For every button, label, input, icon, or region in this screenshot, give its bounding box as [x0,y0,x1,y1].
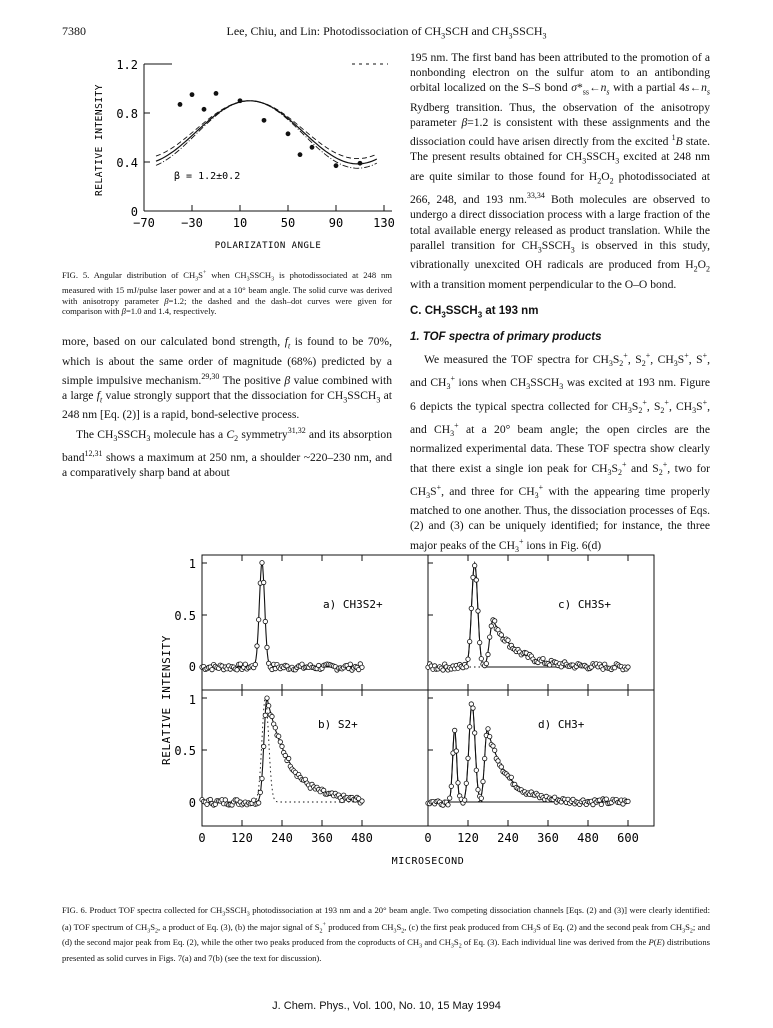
fig6-panel-b-data-point [263,713,267,717]
fig6-panel-d-data-point [486,727,490,731]
fig6-ytick-top-0: 0 [188,660,196,674]
left-column-text [62,334,392,480]
fig6-panel-b-data-point [277,734,281,738]
fig6-panel-a-data-point [257,618,261,622]
fig6-panel-d-data-point [474,768,478,772]
fig6-panel-a-label: a) CH3S2+ [323,598,383,611]
fig6-panel-a-data-point [262,580,266,584]
fig6-ytick-bot-0: 0 [188,796,196,810]
fig5-data-point [286,131,291,136]
fig6-panel-d-data-point [463,798,467,802]
fig5-ytick-3: 0.4 [116,156,138,170]
fig5-data-point [358,161,363,166]
fig6-panel-d-data-point [466,756,470,760]
fig6-panel-c-data-point [488,635,492,639]
fig6-panel-b-data-point [265,696,269,700]
fig5-xlabel: POLARIZATION ANGLE [214,241,322,251]
fig6-panel-b-label: b) S2+ [318,718,358,731]
fig6-xtick-l5: 480 [351,831,373,845]
section-heading: C. $CH_3SSCH_3$ at 193 nm [410,305,539,320]
fig6-caption: FIG. 6. Product TOF spectra collected for $CH_3SSCH_3$ photodissociation at 193 nm and a 20° beam angle. Two competing dissociation channels [Eqs. (2) and (3)] were clearly identified: (a) TOF spectrum of $CH_3S_2$, a product of Eq. (3), (b) the major signal of $S_2^+$ produced from $CH_3S_2$, (c) the first peak produced from $CH_3S$ of Eq. (2) and the second peak from $CH_3S_2$; and (d) the second major peak from Eq. (2), while the other two peaks produced from the coproducts of $CH_3$ and $CH_3S_2$ of Eq. (3). Each individual line was derived from the P(E) distributions presented as solid curves in Figs. 7(a) and 7(b) (see the text for discussion). [62,905,710,963]
fig5-data-point [310,145,315,150]
fig5-data-point [190,92,195,97]
fig6-panel-c-data-point [466,657,470,661]
footer: J. Chem. Phys., Vol. 100, No. 10, 15 May 1994 [272,1000,501,1012]
fig6-panel-b-data-point [262,744,266,748]
fig6-panel-c-data-point [469,606,473,610]
fig5-solid-curve [156,101,377,164]
fig6-panel-a-data-point [263,619,267,623]
fig6-panel-d-data-point [604,797,608,801]
fig5-xtick-3: 10 [232,216,248,230]
running-title: Lee, Chiu, and Lin: Photodissociation of $CH_3SCH$ and $CH_3SSCH_3$ [226,24,547,41]
fig5-xtick-2: −30 [181,216,203,230]
fig6-ylabel: RELATIVE INTENSITY [160,634,173,766]
fig5-data-point [214,91,219,96]
fig6-panel-b-data-point [278,740,282,744]
fig6-panel-d-data-point [481,779,485,783]
fig6-xtick-l1: 0 [198,831,206,845]
fig6-panel-c-data-point [541,656,545,660]
fig6-xtick-l3: 240 [271,831,293,845]
fig6-panel-d-data-point [464,781,468,785]
fig6-panel-c-data-point [499,633,503,637]
fig5-dashdot-curve [156,101,377,169]
fig5-data-point [202,107,207,112]
fig6-panel-d-data-point [456,781,460,785]
fig5-plot [62,48,402,258]
fig6-panel-d-data-point [491,744,495,748]
fig6-panel-b-data-point [223,798,227,802]
fig5-ytick-4: 0 [130,205,138,219]
fig6-panel-c-label: c) CH3S+ [558,598,611,611]
fig6-panel-b-data-point [257,801,261,805]
fig5-dashed-curve [156,101,377,159]
fig6-panel-c-data-point [626,665,630,669]
right-paragraph-2: We measured the TOF spectra for $CH_3S_2^+$, $S_2^+$, $CH_3S^+$, S+, and $CH_3^+$ ions when $CH_3SSCH_3$ was excited at 193 nm. Figure 6 depicts the typical spectra collected for $CH_3S_2^+$, $S_2^+$, $CH_3S^+$, and $CH_3^+$ at a 20° beam angle; the open circles are the normalized experimental data. These TOF spectra show clearly that there exist a single ion peak for $CH_3S_2^+$ and $S_2^+$, two for $CH_3S^+$, and three for $CH_3^+$ with the appearing time properly matched to one another. Thus, the dissociation processes of Eqs. (2) and (3) can be uniquely identified; for instance, the three major peaks of the $CH_3^+$ ions in Fig. 6(d) [410,350,710,554]
fig6-panel-b-data-point [258,790,262,794]
fig6-panel-d-data-point [471,706,475,710]
fig6-panel-c-data-point [493,619,497,623]
fig6-panel-b-data-point [267,704,271,708]
fig5-caption: FIG. 5. Angular distribution of $CH_3S^+$ when $CH_3SSCH_3$ is photodissociated at 248 nm measured with 15 mJ/pulse laser power and at a 10° beam angle. The solid curve was derived with anisotropy parameter β=1.2; the dashed and the dash–dot curves were given for comparison with β=1.0 and 1.4, respectively. [62,269,392,317]
fig6-ytick-bot-05: 0.5 [174,744,196,758]
fig6-panel-d-label: d) CH3+ [538,718,585,731]
fig5-curves [156,101,377,169]
fig6-xtick-r3: 240 [497,831,519,845]
fig6-panel-c-data-point [489,624,493,628]
fig6-panel-b-data-point [360,799,364,803]
fig5-data-point [298,152,303,157]
fig5-ytick-1: 1.2 [116,58,138,72]
fig6-panel-a-data-point [253,662,257,666]
fig5-data-point [334,163,339,168]
fig6-panel-d-data-point [479,796,483,800]
fig6-panel-d-data-point [509,775,513,779]
fig6-panel-d-data-point [453,728,457,732]
fig6-panel-b-component-line [212,698,362,802]
fig6-panel-c-data-point [478,640,482,644]
fig6-panel-c-component-line [438,563,628,667]
fig6-panel-b-data-point [260,776,264,780]
fig6-panel-b-data-point [287,756,291,760]
fig6-panel-d-data-point [626,799,630,803]
fig6-panel-a-data-point [348,662,352,666]
fig6-panel-d-data-point [449,784,453,788]
fig6-xtick-r6: 600 [617,831,639,845]
fig6-ytick-top-1: 1 [188,557,196,571]
fig5-beta-label: β = 1.2±0.2 [174,171,241,182]
fig6-panel-b-data-point [273,726,277,730]
fig6-panel-d-data-point [446,803,450,807]
fig6-ytick-bot-1: 1 [188,693,196,707]
fig6-panel-d-data-point [454,749,458,753]
fig6-panel-c-data-point [484,661,488,665]
fig6-panel-c-data-point [474,578,478,582]
fig5-ytick-2: 0.8 [116,107,138,121]
fig6-ytick-top-05: 0.5 [174,609,196,623]
fig5-xtick-6: 130 [373,216,395,230]
fig6-panel-a-data-point [360,665,364,669]
fig5-ylabel: RELATIVE INTENSITY [94,84,105,196]
fig6-xtick-r4: 360 [537,831,559,845]
fig6-panel-d-data-point [468,725,472,729]
fig6-plot [140,550,670,870]
fig6-panel-d-data-point [496,759,500,763]
fig6-panel-d-data-point [599,802,603,806]
fig6-panel-c-data-point [464,665,468,669]
fig5-xtick-1: −70 [133,216,155,230]
left-paragraph-1: more, based on our calculated bond strength, $f_t$ is found to be 70%, which is about the same order of magnitude (68%) predicted by a simple impulsive mechanism.$^{29,30}$ The positive β value combined with a large $f_t$ value strongly support that the dissociation for $CH_3SSCH_3$ at 248 nm [Eq. (2)] is a rapid, bond-selective process. [62,335,393,422]
fig5-data-point [262,118,267,123]
subsection-heading: 1. TOF spectra of primary products [410,330,602,343]
fig6-panel-a-data-point [260,561,264,565]
fig6-xtick-l2: 120 [231,831,253,845]
left-paragraph-2: The $CH_3SSCH_3$ molecule has a $C_2$ symmetry$^{31,32}$ and its absorption band$^{12,31}$ shows a maximum at 250 nm, a shoulder ~220–230 nm, and a comparatively sharp band at about [62,425,392,479]
fig6-panel-c-data-point [479,657,483,661]
right-paragraph-1: 195 nm. The first band has been attributed to the promotion of a nonbonding electron on the sulfur atom to an antibonding orbital localized on the S–S bond $\sigma*_{ss}\leftarrow n_s$ with a partial $4s\leftarrow n_s$ Rydberg transition. Thus, the observation of the anisotropy parameter β=1.2 is consistent with these assignments and the dissociation could have arisen directly from the excited $^1$B state. The present results obtained for $CH_3SSCH_3$ excited at 248 nm are quite similar to those found for $H_2O_2$ photodissociated at 266, 248, and 193 nm.$^{33,34}$ Both molecules are observed to undergo a direct dissociation process with a large fraction of the total available energy released as product translation. While the parallel transition for $CH_3SSCH_3$ is observed in this study, vibrationally unexcited OH radicals are produced from $H_2O_2$ with a transition moment perpendicular to the O–O bond. [410,51,711,291]
fig6-panel-d-data-point [488,734,492,738]
fig6-panel-b-data-point [270,714,274,718]
fig6-panel-d-data-point [483,756,487,760]
fig6-panel-d-data-point [448,796,452,800]
fig6-panel-a-data-point [265,645,269,649]
fig5-xtick-5: 90 [328,216,344,230]
fig6-xtick-r1: 0 [424,831,432,845]
fig6-panel-c-data-point [468,639,472,643]
fig6-xtick-r5: 480 [577,831,599,845]
fig6-panel-d-data-point [499,765,503,769]
fig6-panel-b-fit [202,699,362,802]
fig6-xlabel: MICROSECOND [391,856,465,867]
fig6-panel-a-data-point [255,644,259,648]
fig6-panel-d-data-point [473,731,477,735]
fig6-xtick-r2: 120 [457,831,479,845]
fig5-data-point [238,98,243,103]
fig6-panel-a-fit [202,563,362,667]
fig6-panel-b-data-point [280,744,284,748]
fig5-data-point [178,102,183,107]
right-column-text [410,50,710,557]
fig6-panel-d-data-point [476,788,480,792]
fig6-panel-c-data-point [476,609,480,613]
fig6-panel-c-data-point [506,638,510,642]
fig6-panel-c-data-point [486,652,490,656]
fig6-panel-c-data-point [473,563,477,567]
fig5-xtick-4: 50 [280,216,296,230]
fig6-xtick-l4: 360 [311,831,333,845]
page-number: 7380 [62,24,86,38]
fig6-panel-d-data-point [493,748,497,752]
fig6-panel-a-data-point [235,668,239,672]
